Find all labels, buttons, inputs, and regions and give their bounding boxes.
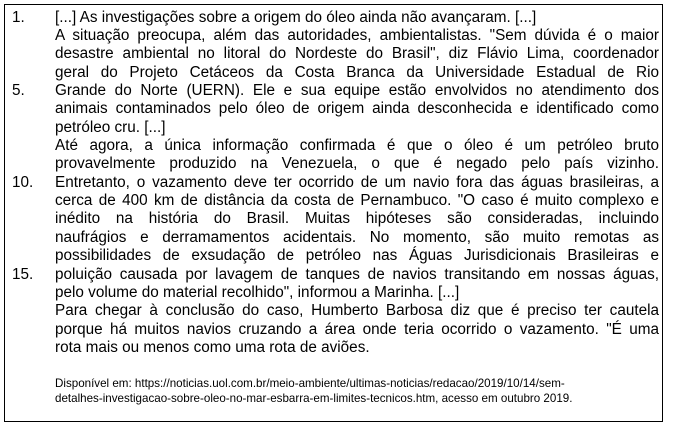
text-line: pelo volume do material recolhido", informou a Marinha. [...] bbox=[55, 284, 460, 301]
text-line: Para chegar à conclusão do caso, Humberto Barbosa diz que é preciso ter cautela bbox=[55, 302, 659, 319]
text-line: naufrágios e derramamentos acidentais. No momento, são muito remotas as bbox=[55, 229, 659, 246]
text-line: [...] As investigações sobre a origem do óleo ainda não avançaram. [...] bbox=[55, 9, 537, 26]
text-line: animais contaminados pelo óleo de origem ainda desconhecida e identificado como bbox=[55, 100, 659, 117]
text-line: provavelmente produzido na Venezuela, o que é negado pelo país vizinho. bbox=[55, 155, 659, 172]
text-line: porque há muitos navios cruzando a área onde teria ocorrido o vazamento. "É uma bbox=[55, 321, 659, 338]
line-number-1: 1. bbox=[12, 9, 25, 26]
text-line: A situação preocupa, além das autoridades, ambientalistas. "Sem dúvida é o maior bbox=[55, 27, 659, 44]
source-citation-line-2: detalhes-investigacao-sobre-oleo-no-mar-esbarra-em-limites-tecnicos.htm, acesso em outubro 2019. bbox=[55, 392, 573, 405]
text-line: Entretanto, o vazamento deve ter ocorrido de um navio fora das águas brasileiras, a bbox=[55, 174, 659, 191]
line-number-5: 5. bbox=[12, 82, 25, 99]
text-line: desastre ambiental no litoral do Nordeste do Brasil", diz Flávio Lima, coordenador bbox=[55, 45, 659, 62]
text-line: inédito na história do Brasil. Muitas hipóteses são consideradas, incluindo bbox=[55, 210, 659, 227]
text-box bbox=[4, 4, 663, 422]
text-line: cerca de 400 km de distância da costa de Pernambuco. "O caso é muito complexo e bbox=[55, 192, 659, 209]
text-line: Até agora, a única informação confirmada é que o óleo é um petróleo bruto bbox=[55, 137, 659, 154]
line-number-10: 10. bbox=[12, 174, 34, 191]
source-citation-line-1: Disponível em: https://noticias.uol.com.br/meio-ambiente/ultimas-noticias/redacao/2019/10/14/sem- bbox=[55, 377, 565, 390]
text-line: rota mais ou menos como uma rota de aviões. bbox=[55, 339, 370, 356]
text-line: Grande do Norte (UERN). Ele e sua equipe estão envolvidos no atendimento dos bbox=[55, 82, 659, 99]
text-line: possibilidades de exsudação de petróleo nas Águas Jurisdicionais Brasileiras e bbox=[55, 247, 659, 264]
text-line: petróleo cru. [...] bbox=[55, 119, 166, 136]
text-line: geral do Projeto Cetáceos da Costa Branca da Universidade Estadual de Rio bbox=[55, 64, 659, 81]
text-line: poluição causada por lavagem de tanques de navios transitando em nossas águas, bbox=[55, 266, 659, 283]
line-number-15: 15. bbox=[12, 266, 34, 283]
